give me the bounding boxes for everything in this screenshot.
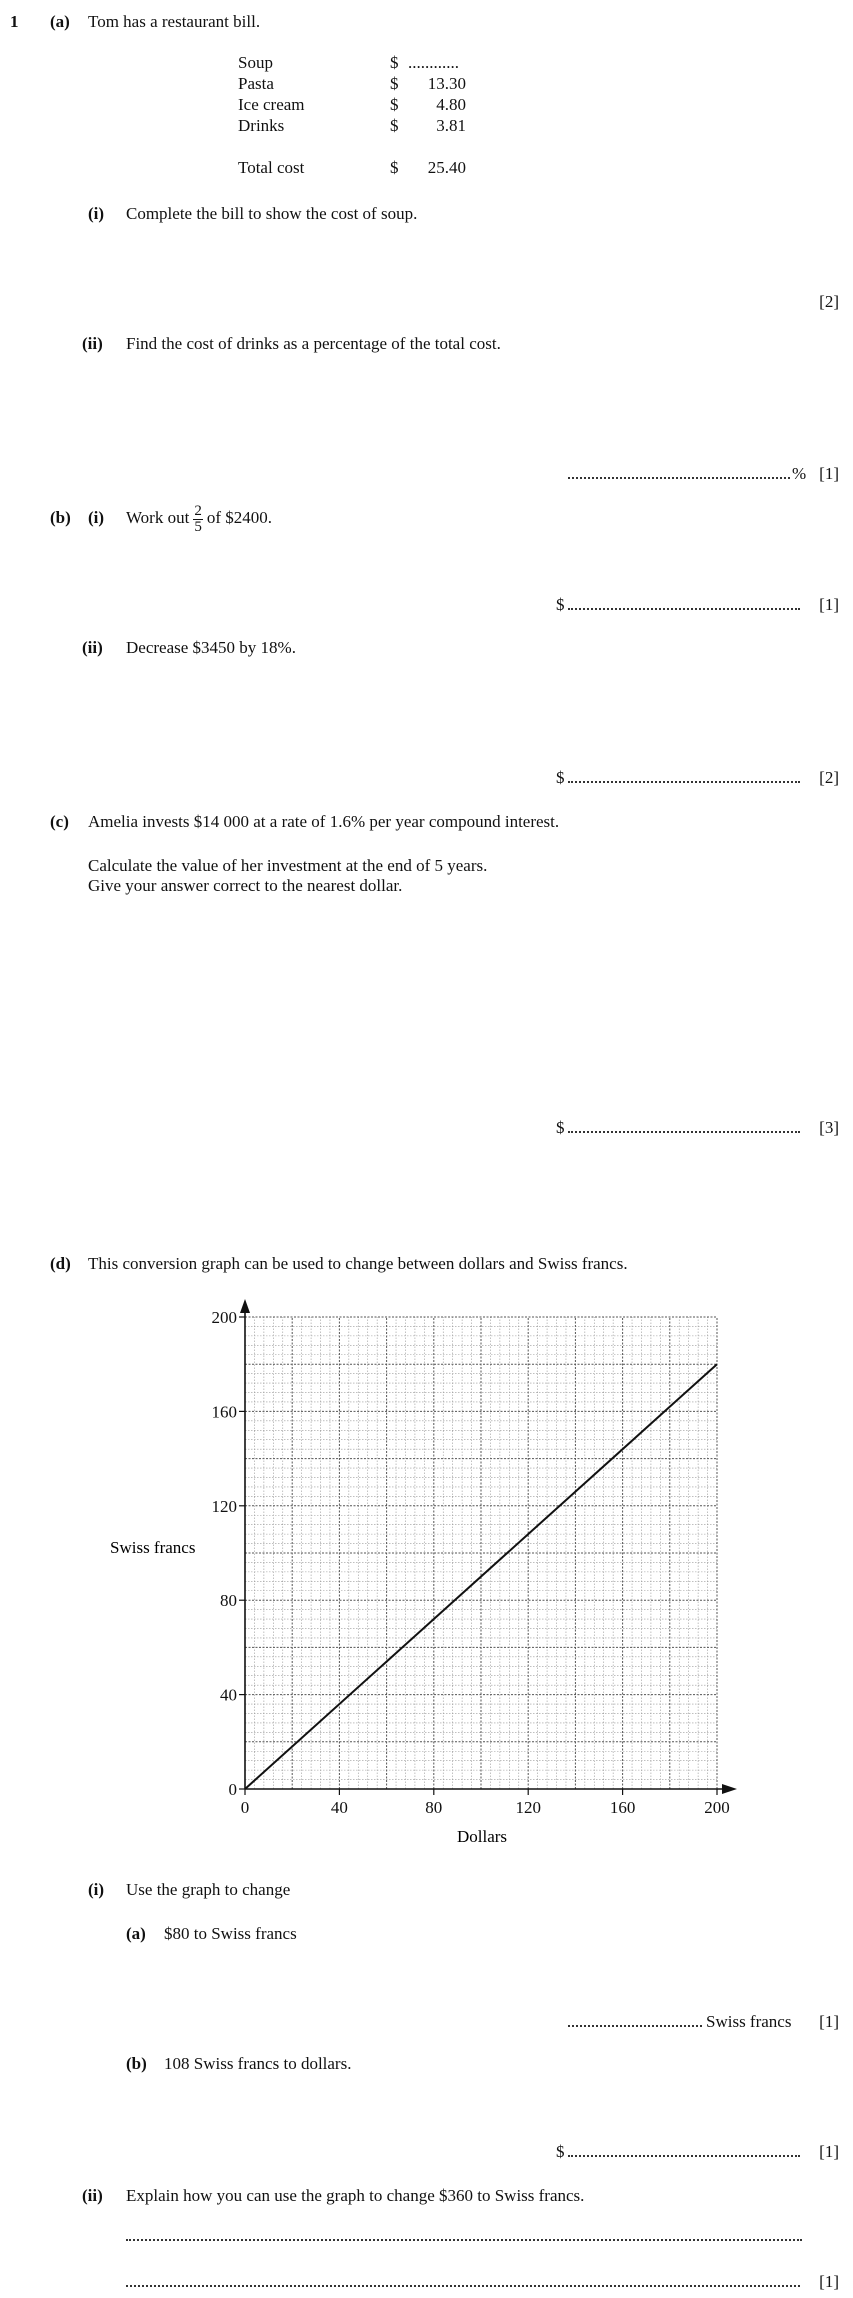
part-c-line3: Give your answer correct to the nearest dollar. (88, 876, 403, 895)
part-c-text: Amelia invests $14 000 at a rate of 1.6% per year compound interest. (88, 812, 560, 831)
bill-row-drinks (238, 115, 466, 136)
x-axis-arrow (722, 1784, 737, 1794)
part-a-label: (a) (50, 12, 70, 31)
bill-currency: $ (390, 95, 399, 114)
part-d-i-a-label: (a) (126, 1924, 146, 1943)
bill-amount: 13.30 (427, 74, 466, 93)
x-tick-label: 200 (704, 1798, 730, 1817)
part-d-i-a-text: $80 to Swiss francs (164, 1924, 297, 1943)
chart-grid-major (245, 1317, 717, 1789)
bill-item: Drinks (238, 116, 285, 135)
part-b-ii-text: Decrease $3450 by 18%. (126, 638, 296, 657)
y-tick-label: 160 (211, 1402, 237, 1422)
explanation-line-2[interactable] (126, 2272, 800, 2292)
part-b-i-text (126, 498, 272, 538)
bill-currency: $ (390, 158, 399, 177)
y-axis-arrow (240, 1299, 250, 1313)
chart-axes (240, 1299, 737, 1794)
marks: [2] (819, 768, 839, 787)
x-tick-label: 160 (609, 1798, 636, 1817)
bill-item: Pasta (238, 74, 274, 93)
part-d-i-b-text: 108 Swiss francs to dollars. (164, 2054, 352, 2073)
conversion-graph (0, 1290, 853, 1860)
answer-line-b-i[interactable] (568, 595, 800, 615)
bill-currency: $ (390, 74, 399, 93)
answer-line-percent[interactable] (568, 464, 790, 484)
swiss-francs-unit: Swiss francs (706, 2012, 792, 2031)
dollar-prefix: $ (556, 768, 565, 787)
bill-row-ice-cream (238, 94, 466, 115)
marks: [1] (819, 2272, 839, 2291)
bill-amount: ............ (408, 53, 459, 72)
x-tick-label: 40 (330, 1798, 348, 1817)
answer-line-d-i-b[interactable] (568, 2142, 800, 2162)
marks: [2] (819, 292, 839, 311)
restaurant-bill (238, 52, 466, 178)
work-out-text: Work out (126, 508, 190, 527)
part-b-label: (b) (50, 508, 71, 527)
bill-total-label: Total cost (238, 158, 305, 177)
question-number: 1 (10, 12, 19, 31)
part-a-ii-label: (ii) (82, 334, 103, 353)
bill-currency: $ (390, 116, 399, 135)
part-b-ii-label: (ii) (82, 638, 103, 657)
bill-item: Soup (238, 53, 273, 72)
answer-line-c[interactable] (568, 1118, 800, 1138)
marks: [1] (819, 464, 839, 483)
y-tick-label: 40 (220, 1685, 237, 1705)
bill-amount: 4.80 (436, 95, 466, 114)
x-tick-label: 0 (240, 1798, 250, 1817)
x-tick-label: 120 (515, 1798, 541, 1817)
part-a-i-label: (i) (88, 204, 105, 223)
bill-currency: $ (390, 53, 399, 72)
marks: [1] (819, 2142, 839, 2161)
part-d-label: (d) (50, 1254, 71, 1273)
y-tick-label: 200 (211, 1308, 237, 1327)
marks: [1] (819, 2012, 839, 2031)
fraction-denominator: 5 (194, 518, 202, 535)
of-amount-text: of $2400. (206, 508, 272, 527)
explanation-line-1[interactable] (126, 2226, 802, 2246)
bill-row-soup (238, 52, 466, 73)
bill-row-total (238, 157, 466, 178)
bill-row-pasta (238, 73, 466, 94)
fraction-numerator: 2 (194, 502, 202, 519)
dollar-prefix: $ (556, 595, 565, 614)
part-a-intro: Tom has a restaurant bill. (88, 12, 261, 31)
marks: [1] (819, 595, 839, 614)
answer-line-b-ii[interactable] (568, 768, 800, 788)
y-tick-label: 80 (220, 1591, 237, 1611)
bill-amount: 3.81 (436, 116, 466, 135)
part-d-ii-label: (ii) (82, 2186, 103, 2205)
part-c-line2: Calculate the value of her investment at the end of 5 years. (88, 856, 488, 875)
part-d-ii-text: Explain how you can use the graph to change $360 to Swiss francs. (126, 2186, 585, 2205)
marks: [3] (819, 1118, 839, 1137)
percent-unit: % (792, 464, 807, 483)
y-tick-label: 120 (211, 1496, 237, 1516)
dollar-prefix: $ (556, 2142, 565, 2161)
dollar-prefix: $ (556, 1118, 565, 1137)
x-tick-label: 80 (425, 1798, 443, 1817)
chart-y-axis-label: Swiss francs (110, 1538, 196, 1557)
y-tick-label: 0 (228, 1780, 237, 1799)
bill-total-amount: 25.40 (427, 158, 466, 177)
answer-line-d-i-a[interactable] (568, 2012, 702, 2032)
part-a-i-text: Complete the bill to show the cost of soup. (126, 204, 418, 223)
part-d-text: This conversion graph can be used to change between dollars and Swiss francs. (88, 1254, 628, 1273)
part-d-i-text: Use the graph to change (126, 1880, 291, 1899)
part-c-label: (c) (50, 812, 69, 831)
part-b-i-label: (i) (88, 508, 105, 527)
fraction (193, 504, 203, 535)
part-a-ii-text: Find the cost of drinks as a percentage of the total cost. (126, 334, 501, 353)
part-d-i-label: (i) (88, 1880, 105, 1899)
chart-x-axis-label: Dollars (456, 1827, 508, 1846)
part-d-i-b-label: (b) (126, 2054, 147, 2073)
bill-item: Ice cream (238, 95, 305, 114)
